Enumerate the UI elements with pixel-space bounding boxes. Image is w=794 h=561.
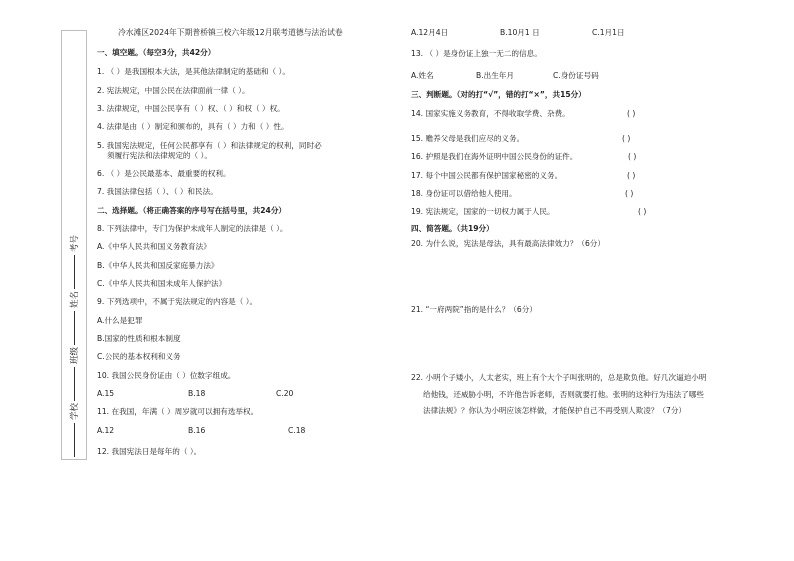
question-5-line2: 须履行宪法和法律规定的（ ）。 [107,151,212,160]
sidebar-exam-no [68,235,80,289]
question-10-option-a: A.15 [97,389,115,398]
section-fill-blank-heading: 一、填空题。（每空3分，共42分） [97,48,216,57]
sidebar-school [68,403,80,457]
question-13: 13. （ ）是身份证上独一无二的信息。 [411,49,542,58]
question-19: 19. 宪法规定，国家的一切权力属于人民。 [411,207,555,216]
question-18: 18. 身份证可以借给他人使用。 [411,189,517,198]
question-8-option-b: B.《中华人民共和国反家庭暴力法》 [97,261,219,270]
question-8-option-c: C.《中华人民共和国未成年人保护法》 [97,279,227,288]
sidebar-school-label: 学校 [70,402,80,421]
question-12: 12. 我国宪法日是每年的（ ）。 [97,447,202,456]
question-4: 4. 法律是由（ ）制定和颁布的，具有（ ）力和（ ）性。 [97,122,289,131]
sidebar-class-label: 班级 [70,346,80,365]
question-11: 11. 在我国，年满（ ）周岁就可以拥有选举权。 [97,407,259,416]
question-13-option-b: B.出生年月 [476,71,514,80]
sidebar-name-label: 姓名 [70,290,80,309]
question-12-option-b: B.10月1 日 [500,28,540,37]
sidebar-class-line[interactable] [74,367,75,401]
question-8: 8. 下列法律中，专门为保护未成年人制定的法律是（ ）。 [97,224,288,233]
question-3: 3. 法律规定，中国公民享有（ ）权、（ ）和权（ ）权。 [97,104,285,113]
question-11-option-b: B.16 [188,426,206,435]
section-choice-heading: 二、选择题。（将正确答案的序号写在括号里，共24分） [97,206,287,215]
question-13-option-c: C.身份证号码 [553,71,599,80]
question-8-option-a: A.《中华人民共和国义务教育法》 [97,242,211,251]
section-short-answer-heading: 四、简答题。（共19分） [411,224,494,233]
sidebar-exam-no-line[interactable] [74,255,75,289]
question-16-paren: ( ) [628,152,637,161]
question-14-paren: ( ) [627,109,636,118]
question-2: 2. 宪法规定，中国公民在法律面前一律（ ）。 [97,86,250,95]
question-20: 20. 为什么说，宪法是母法，具有最高法律效力？（6分） [411,239,605,248]
question-12-option-a: A.12月4日 [411,28,449,37]
question-9-option-a: A.什么是犯罪 [97,316,143,325]
question-12-option-c: C.1月1日 [592,28,625,37]
question-14: 14. 国家实施义务教育，不得收取学费、杂费。 [411,109,570,118]
question-19-paren: ( ) [638,207,647,216]
question-5-line1: 5. 我国宪法规定，任何公民都享有（ ）和法律规定的权利，同时必 [97,141,322,150]
question-15-paren: ( ) [622,134,631,143]
question-10-option-b: B.18 [188,389,206,398]
question-15: 15. 赡养父母是我们应尽的义务。 [411,134,525,143]
question-1: 1. （ ）是我国根本大法，是其他法律制定的基础和（ ）。 [97,67,290,76]
question-9-option-b: B.国家的性质和根本制度 [97,334,181,343]
question-18-paren: ( ) [625,189,634,198]
question-10: 10. 我国公民身份证由（ ）位数字组成。 [97,371,236,380]
title: 冷水滩区2024年下期普桥镇三校六年级12月联考道德与法治试卷 [118,28,343,37]
question-13-option-a: A.姓名 [411,71,434,80]
question-11-option-c: C.18 [288,426,306,435]
sidebar-class [68,347,80,401]
question-6: 6. （ ）是公民最基本、最重要的权利。 [97,169,231,178]
sidebar-school-line[interactable] [74,423,75,457]
question-22-line2: 给他钱，还威胁小明，不许他告诉老师，否则就要打他。张明的这种行为违法了哪些 [423,390,704,399]
question-21: 21. “一府两院”指的是什么？（6分） [411,305,537,314]
question-11-option-a: A.12 [97,426,115,435]
question-10-option-c: C.20 [276,389,294,398]
question-22-line1: 22. 小明个子矮小，人太老实，班上有个大个子叫张明的，总是欺负他。好几次逼迫小明 [411,373,707,382]
question-7: 7. 我国法律包括（ ）、（ ）和民法。 [97,187,218,196]
question-9-option-c: C.公民的基本权利和义务 [97,352,181,361]
section-judge-heading: 三、判断题。（对的打“√”，错的打“×”，共15分） [411,90,586,99]
sidebar-name-line[interactable] [74,311,75,345]
question-22-line3: 法律法规》？你认为小明应该怎样做，才能保护自己不再受别人欺凌？（7分） [423,406,687,415]
sidebar-exam-no-label: 考号 [70,234,80,253]
question-17-paren: ( ) [627,171,636,180]
question-17: 17. 每个中国公民都有保护国家秘密的义务。 [411,171,563,180]
question-16: 16. 护照是我们在海外证明中国公民身份的证件。 [411,152,578,161]
question-9: 9. 下列选项中，不属于宪法规定的内容是（ ）。 [97,297,258,306]
sidebar-name [68,291,80,345]
